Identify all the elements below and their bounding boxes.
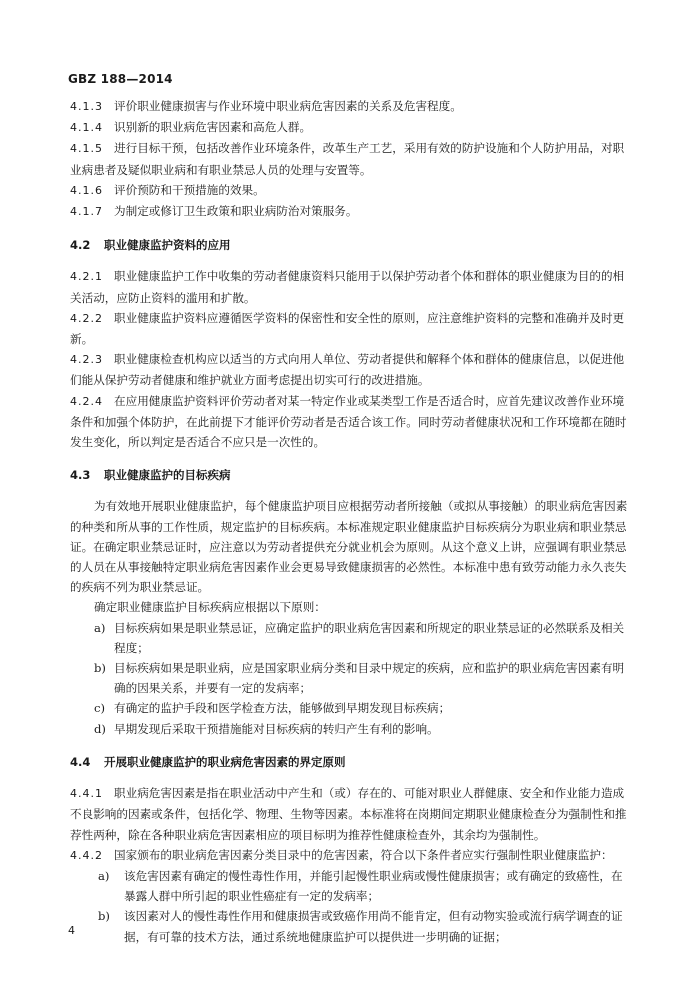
list-item-4-3-c: c) 有确定的监护手段和医学检查方法，能够做到早期发现目标疾病； [94, 701, 451, 716]
page-number: 4 [68, 924, 75, 937]
section-heading-4-4: 4.4 开展职业健康监护的职业病危害因素的界定原则 [70, 754, 346, 769]
list-item-4-4-a: a) 该危害因素有确定的慢性毒性作用，并能引起慢性职业病或慢性健康损害；或有确定的致癌性，在暴露人群中所引起的职业性癌症有一定的发病率； [98, 868, 623, 904]
clause-4-2-4: 4.2.4 在应用健康监护资料评价劳动者对某一特定作业或某类型工作是否适合时，应首先建议改善作业环境条件和加强个体防护，在此前提下才能评价劳动者是否适合该工作。同时劳动者健康状况和工作环境都在随时发生变化，所以判定是否适合不应只是一次性的。 [70, 393, 627, 450]
paragraph-4-3-principles: 确定职业健康监护目标疾病应根据以下原则： [94, 600, 326, 615]
clause-4-4-2: 4.4.2 国家颁布的职业病危害因素分类目录中的危害因素，符合以下条件者应实行强制性职业健康监护： [70, 847, 613, 862]
clause-4-2-1: 4.2.1 职业健康监护工作中收集的劳动者健康资料只能用于以保护劳动者个体和群体的职业健康为目的的相关活动，应防止资料的滥用和扩散。 [70, 269, 625, 305]
clause-4-1-6: 4.1.6 评价预防和干预措施的效果。 [70, 182, 265, 197]
clause-4-1-5: 4.1.5 进行目标干预，包括改善作业环境条件，改革生产工艺，采用有效的防护设施和个人防护用品，对职业病患者及疑似职业病和有职业禁忌人员的处理与安置等。 [70, 141, 625, 177]
clause-4-2-2: 4.2.2 职业健康监护资料应遵循医学资料的保密性和安全性的原则，应注意维护资料的完整和准确并及时更新。 [70, 310, 625, 347]
paragraph-4-3-intro: 为有效地开展职业健康监护，每个健康监护项目应根据劳动者所接触（或拟从事接触）的职业病危害因素的种类和所从事的工作性质，规定监护的目标疾病。本标准规定职业健康监护目标疾病分为职业病和职业禁忌证。在确定职业禁忌证时，应注意以为劳动者提供充分就业机会为原则。从这个意义上讲，应强调有职业禁忌的人员在从事接触特定职业病危害因素作业会更易导致健康损害的必然性。本标准中患有致劳动能力永久丧失的疾病不列为职业禁忌证。 [70, 499, 628, 595]
clause-4-4-1: 4.4.1 职业病危害因素是指在职业活动中产生和（或）存在的、可能对职业人群健康、安全和作业能力造成不良影响的因素或条件，包括化学、物理、生物等因素。本标准将在岗期间定期职业健康检查分为强制性和推荐性两种，除在各种职业病危害因素相应的项目标明为推荐性健康检查外，其余均为强制性。 [70, 786, 627, 842]
list-item-4-4-b: b) 该因素对人的慢性毒性作用和健康损害或致癌作用尚不能肯定，但有动物实验或流行病学调查的证据，有可靠的技术方法，通过系统地健康监护可以提供进一步明确的证据； [98, 909, 623, 944]
list-item-4-3-b: b) 目标疾病如果是职业病，应是国家职业病分类和目录中规定的疾病，应和监护的职业病危害因素有明确的因果关系，并要有一定的发病率； [94, 661, 625, 696]
clause-4-1-7: 4.1.7 为制定或修订卫生政策和职业病防治对策服务。 [70, 204, 358, 219]
list-item-4-3-d: d) 早期发现后采取干预措施能对目标疾病的转归产生有利的影响。 [94, 721, 439, 736]
standard-id: GBZ 188—2014 [68, 72, 173, 86]
clause-4-1-4: 4.1.4 识别新的职业病危害因素和高危人群。 [70, 120, 312, 135]
document-content [70, 96, 630, 947]
clause-4-1-3: 4.1.3 评价职业健康损害与作业环境中职业病危害因素的关系及危害程度。 [70, 99, 462, 113]
section-heading-4-2: 4.2 职业健康监护资料的应用 [70, 238, 231, 253]
section-heading-4-3: 4.3 职业健康监护的目标疾病 [70, 468, 231, 483]
list-item-4-3-a: a) 目标疾病如果是职业禁忌证，应确定监护的职业病危害因素和所规定的职业禁忌证的必然联系及相关程度； [94, 620, 625, 655]
clause-4-2-3: 4.2.3 职业健康检查机构应以适当的方式向用人单位、劳动者提供和解释个体和群体的健康信息，以促进他们能从保护劳动者健康和维护就业方面考虑提出切实可行的改进措施。 [70, 352, 625, 388]
